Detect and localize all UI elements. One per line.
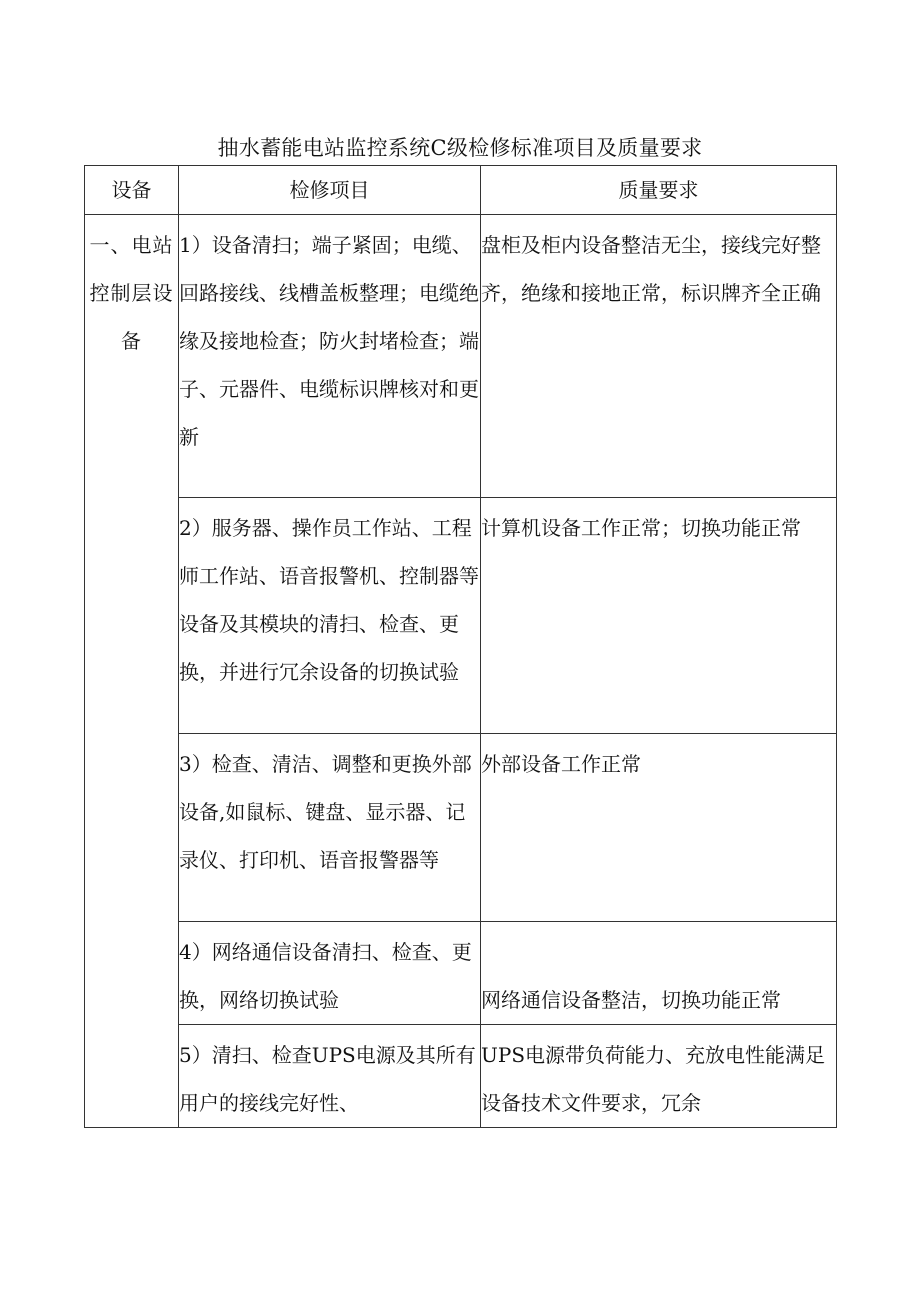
table-row	[85, 498, 837, 734]
header-quality-requirement: 质量要求	[481, 166, 837, 215]
table-row	[85, 734, 837, 922]
table-header-row	[85, 166, 837, 215]
header-maintenance-item: 检修项目	[179, 166, 481, 215]
quality-requirement-cell: 计算机设备工作正常；切换功能正常	[481, 498, 837, 734]
document-title: 抽水蓄能电站监控系统C级检修标准项目及质量要求	[217, 136, 703, 160]
maintenance-item-cell: 3）检查、清洁、调整和更换外部设备,如鼠标、键盘、显示器、记录仪、打印机、语音报警器等	[179, 734, 481, 922]
device-cell: 一、电站控制层设备	[85, 215, 179, 1128]
table-row	[85, 1025, 837, 1128]
maintenance-item-cell: 5）清扫、检查UPS电源及其所有用户的接线完好性、	[179, 1025, 481, 1128]
quality-requirement-cell: UPS电源带负荷能力、充放电性能满足设备技术文件要求，冗余	[481, 1025, 837, 1128]
maintenance-standards-table	[84, 165, 837, 1128]
table-row	[85, 215, 837, 498]
table-row	[85, 922, 837, 1025]
header-device: 设备	[85, 166, 179, 215]
quality-requirement-cell: 盘柜及柜内设备整洁无尘，接线完好整齐，绝缘和接地正常，标识牌齐全正确	[481, 215, 837, 498]
maintenance-item-cell: 1）设备清扫；端子紧固；电缆、回路接线、线槽盖板整理；电缆绝缘及接地检查；防火封堵检查；端子、元器件、电缆标识牌核对和更新	[179, 215, 481, 498]
maintenance-item-cell: 4）网络通信设备清扫、检查、更换，网络切换试验	[179, 922, 481, 1025]
quality-requirement-cell: 网络通信设备整洁，切换功能正常	[481, 922, 837, 1025]
maintenance-item-cell: 2）服务器、操作员工作站、工程师工作站、语音报警机、控制器等设备及其模块的清扫、检查、更换，并进行冗余设备的切换试验	[179, 498, 481, 734]
quality-requirement-cell: 外部设备工作正常	[481, 734, 837, 922]
